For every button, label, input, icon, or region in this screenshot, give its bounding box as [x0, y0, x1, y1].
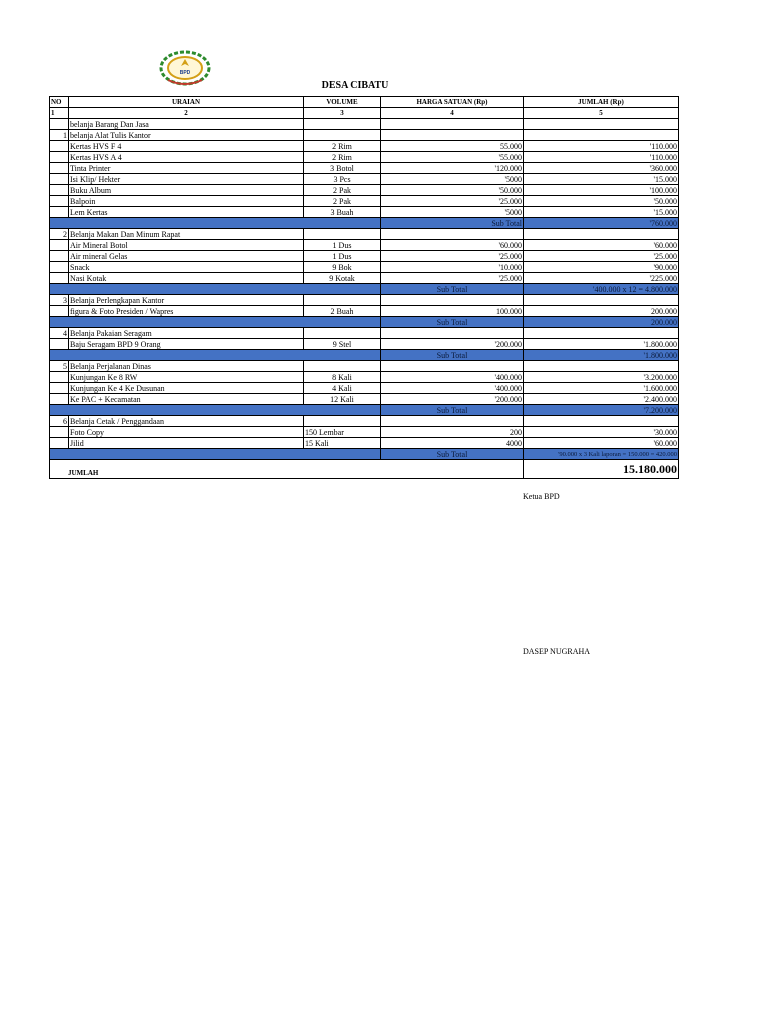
- row-total: '225.000: [524, 273, 679, 284]
- row-unit-price: '5000: [381, 207, 524, 218]
- subtotal-spacer: [50, 350, 381, 361]
- table-row: [50, 130, 679, 141]
- row-unit-price: '5000: [381, 174, 524, 185]
- row-no: [50, 185, 69, 196]
- budget-table: [49, 96, 679, 479]
- row-description: Snack: [69, 262, 304, 273]
- row-volume: 2 Pak: [304, 185, 381, 196]
- row-description: Foto Copy: [69, 427, 304, 438]
- row-description: Balpoin: [69, 196, 304, 207]
- row-no: [50, 306, 69, 317]
- signature-title: Ketua BPD: [523, 492, 560, 501]
- table-row: [50, 383, 679, 394]
- table-row: [50, 328, 679, 339]
- subtotal-spacer: [50, 317, 381, 328]
- row-total: '1.800.000: [524, 339, 679, 350]
- row-no: [50, 339, 69, 350]
- row-no: [50, 174, 69, 185]
- row-description: Kunjungan Ke 4 Ke Dusunan: [69, 383, 304, 394]
- row-unit-price: '25.000: [381, 273, 524, 284]
- row-no: 6: [50, 416, 69, 427]
- row-total: [524, 416, 679, 427]
- row-no: 4: [50, 328, 69, 339]
- table-row: [50, 141, 679, 152]
- row-total: '110.000: [524, 152, 679, 163]
- row-volume: 1 Dus: [304, 251, 381, 262]
- col-number: 3: [304, 108, 381, 119]
- row-no: [50, 372, 69, 383]
- row-description: belanja Barang Dan Jasa: [69, 119, 304, 130]
- row-total: [524, 229, 679, 240]
- table-row: [50, 306, 679, 317]
- subtotal-label: Sub Total: [381, 284, 524, 295]
- row-total: [524, 295, 679, 306]
- row-unit-price: '60.000: [381, 240, 524, 251]
- subtotal-spacer: [50, 449, 381, 460]
- row-no: [50, 163, 69, 174]
- col-number: 2: [69, 108, 304, 119]
- jumlah-label: JUMLAH: [50, 460, 524, 479]
- subtotal-label: Sub Total: [381, 218, 524, 229]
- subtotal-value: '1.800.000: [524, 350, 679, 361]
- row-total: '60.000: [524, 438, 679, 449]
- row-no: [50, 273, 69, 284]
- row-volume: 3 Botol: [304, 163, 381, 174]
- row-unit-price: '10.000: [381, 262, 524, 273]
- table-row: [50, 240, 679, 251]
- row-total: '15.000: [524, 174, 679, 185]
- jumlah-value: 15.180.000: [524, 460, 679, 479]
- row-no: [50, 207, 69, 218]
- row-no: [50, 383, 69, 394]
- row-volume: [304, 130, 381, 141]
- row-unit-price: '25.000: [381, 196, 524, 207]
- row-total: '90.000: [524, 262, 679, 273]
- row-volume: [304, 295, 381, 306]
- col-header-jumlah: JUMLAH (Rp): [524, 97, 679, 108]
- subtotal-value: 200.000: [524, 317, 679, 328]
- row-description: Belanja Makan Dan Minum Rapat: [69, 229, 304, 240]
- subtotal-row: [50, 350, 679, 361]
- row-volume: 2 Rim: [304, 141, 381, 152]
- row-description: Kertas HVS F 4: [69, 141, 304, 152]
- row-volume: 2 Buah: [304, 306, 381, 317]
- subtotal-row: [50, 284, 679, 295]
- table-row: [50, 438, 679, 449]
- row-description: belanja Alat Tulis Kantor: [69, 130, 304, 141]
- table-row: [50, 416, 679, 427]
- subtotal-label: Sub Total: [381, 449, 524, 460]
- table-row: [50, 273, 679, 284]
- row-unit-price: '400.000: [381, 383, 524, 394]
- row-unit-price: '50.000: [381, 185, 524, 196]
- row-description: Isi Klip/ Hekter: [69, 174, 304, 185]
- row-total: [524, 119, 679, 130]
- subtotal-label: Sub Total: [381, 317, 524, 328]
- row-description: Belanja Cetak / Penggandaan: [69, 416, 304, 427]
- table-row: [50, 394, 679, 405]
- col-number: 4: [381, 108, 524, 119]
- row-no: [50, 141, 69, 152]
- row-description: Baju Seragam BPD 9 Orang: [69, 339, 304, 350]
- row-unit-price: '200.000: [381, 339, 524, 350]
- row-no: [50, 438, 69, 449]
- subtotal-spacer: [50, 218, 381, 229]
- table-row: [50, 361, 679, 372]
- table-row: [50, 262, 679, 273]
- row-volume: 4 Kali: [304, 383, 381, 394]
- row-unit-price: [381, 130, 524, 141]
- row-no: 3: [50, 295, 69, 306]
- subtotal-spacer: [50, 284, 381, 295]
- row-volume: 150 Lembar: [304, 427, 381, 438]
- table-row: [50, 295, 679, 306]
- row-total: '110.000: [524, 141, 679, 152]
- row-volume: [304, 229, 381, 240]
- row-volume: 3 Buah: [304, 207, 381, 218]
- row-total: '2.400.000: [524, 394, 679, 405]
- row-unit-price: [381, 229, 524, 240]
- row-total: 200.000: [524, 306, 679, 317]
- row-no: [50, 251, 69, 262]
- row-unit-price: [381, 416, 524, 427]
- logo-text: BPD: [179, 70, 191, 76]
- row-unit-price: 100.000: [381, 306, 524, 317]
- table-row: [50, 207, 679, 218]
- row-unit-price: '25.000: [381, 251, 524, 262]
- row-volume: 9 Kotak: [304, 273, 381, 284]
- row-volume: 12 Kali: [304, 394, 381, 405]
- row-description: figura & Foto Presiden / Wapres: [69, 306, 304, 317]
- col-header-uraian: URAIAN: [69, 97, 304, 108]
- row-total: '15.000: [524, 207, 679, 218]
- row-no: [50, 119, 69, 130]
- row-volume: [304, 416, 381, 427]
- col-header-no: NO: [50, 97, 69, 108]
- row-volume: 9 Stel: [304, 339, 381, 350]
- row-unit-price: 200: [381, 427, 524, 438]
- row-total: '30.000: [524, 427, 679, 438]
- subtotal-row: [50, 449, 679, 460]
- row-no: 1: [50, 130, 69, 141]
- table-row: [50, 152, 679, 163]
- subtotal-value: '7.200.000: [524, 405, 679, 416]
- subtotal-value: '90.000 x 3 Kali laporan = 150.000 = 420.000: [524, 449, 679, 460]
- row-no: [50, 196, 69, 207]
- row-no: 5: [50, 361, 69, 372]
- subtotal-row: [50, 405, 679, 416]
- jumlah-row: [50, 460, 679, 479]
- col-number: 5: [524, 108, 679, 119]
- col-header-volume: VOLUME: [304, 97, 381, 108]
- row-total: '360.000: [524, 163, 679, 174]
- row-no: [50, 394, 69, 405]
- table-row: [50, 427, 679, 438]
- subtotal-value: '760.000: [524, 218, 679, 229]
- table-row: [50, 372, 679, 383]
- table-row: [50, 229, 679, 240]
- table-row: [50, 251, 679, 262]
- row-description: Belanja Perjalanan Dinas: [69, 361, 304, 372]
- row-unit-price: '200.000: [381, 394, 524, 405]
- table-row: [50, 339, 679, 350]
- row-unit-price: [381, 295, 524, 306]
- row-total: '50.000: [524, 196, 679, 207]
- row-volume: [304, 361, 381, 372]
- row-no: [50, 152, 69, 163]
- row-volume: 8 Kali: [304, 372, 381, 383]
- row-description: Tinta Printer: [69, 163, 304, 174]
- row-volume: 9 Bok: [304, 262, 381, 273]
- row-description: Belanja Pakaian Seragam: [69, 328, 304, 339]
- row-unit-price: '400.000: [381, 372, 524, 383]
- page-title: DESA CIBATU: [321, 80, 389, 91]
- row-unit-price: 55.000: [381, 141, 524, 152]
- row-total: [524, 328, 679, 339]
- signature-name: DASEP NUGRAHA: [523, 647, 591, 656]
- subtotal-label: Sub Total: [381, 350, 524, 361]
- row-total: '25.000: [524, 251, 679, 262]
- table-row: [50, 185, 679, 196]
- row-no: [50, 262, 69, 273]
- subtotal-label: Sub Total: [381, 405, 524, 416]
- row-unit-price: [381, 119, 524, 130]
- row-unit-price: '55.000: [381, 152, 524, 163]
- col-number: 1: [50, 108, 69, 119]
- row-unit-price: '120.000: [381, 163, 524, 174]
- row-description: Kertas HVS A 4: [69, 152, 304, 163]
- row-unit-price: 4000: [381, 438, 524, 449]
- row-volume: 2 Pak: [304, 196, 381, 207]
- header-row: [50, 97, 679, 108]
- row-total: '100.000: [524, 185, 679, 196]
- row-description: Nasi Kotak: [69, 273, 304, 284]
- subtotal-row: [50, 317, 679, 328]
- row-no: [50, 240, 69, 251]
- row-no: 2: [50, 229, 69, 240]
- row-description: Air mineral Gelas: [69, 251, 304, 262]
- row-description: Jilid: [69, 438, 304, 449]
- row-volume: [304, 328, 381, 339]
- row-total: [524, 130, 679, 141]
- row-description: Belanja Perlengkapan Kantor: [69, 295, 304, 306]
- subtotal-value: '400.000 x 12 = 4.800.000: [524, 284, 679, 295]
- row-volume: 1 Dus: [304, 240, 381, 251]
- header-number-row: [50, 108, 679, 119]
- row-volume: 2 Rim: [304, 152, 381, 163]
- row-volume: 3 Pcs: [304, 174, 381, 185]
- row-description: Air Mineral Botol: [69, 240, 304, 251]
- table-row: [50, 196, 679, 207]
- row-total: [524, 361, 679, 372]
- table-body: [50, 119, 679, 460]
- subtotal-spacer: [50, 405, 381, 416]
- row-description: Lem Kertas: [69, 207, 304, 218]
- row-no: [50, 427, 69, 438]
- table-row: [50, 174, 679, 185]
- row-volume: [304, 119, 381, 130]
- row-description: Buku Album: [69, 185, 304, 196]
- row-unit-price: [381, 361, 524, 372]
- row-volume: 15 Kali: [304, 438, 381, 449]
- table-row: [50, 119, 679, 130]
- row-description: Kunjungan Ke 8 RW: [69, 372, 304, 383]
- row-total: '60.000: [524, 240, 679, 251]
- row-total: '1.600.000: [524, 383, 679, 394]
- col-header-harga: HARGA SATUAN (Rp): [381, 97, 524, 108]
- table-row: [50, 163, 679, 174]
- row-unit-price: [381, 328, 524, 339]
- row-description: Ke PAC + Kecamatan: [69, 394, 304, 405]
- row-total: '3.200.000: [524, 372, 679, 383]
- subtotal-row: [50, 218, 679, 229]
